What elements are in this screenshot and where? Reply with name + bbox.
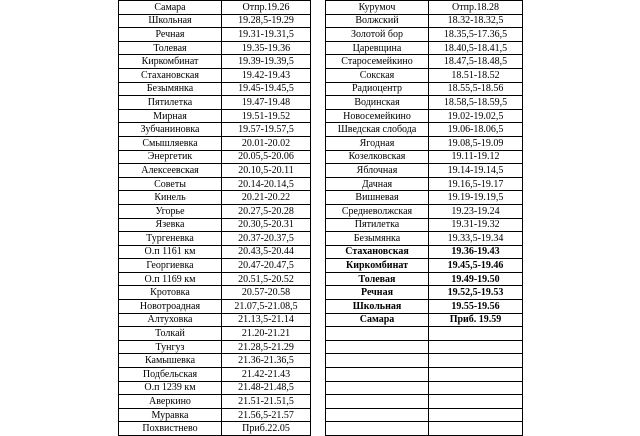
station-cell (326, 368, 429, 382)
time-cell: 21.48-21.48,5 (222, 381, 311, 395)
time-cell: 21.42-21.43 (222, 368, 311, 382)
time-cell: 19.52,5-19.53 (429, 286, 523, 300)
time-cell (429, 408, 523, 422)
table-row (326, 55, 523, 69)
time-cell: 19.45-19.45,5 (222, 82, 311, 96)
table-row (119, 340, 311, 354)
table-row (119, 109, 311, 123)
station-cell: Речная (119, 28, 222, 42)
table-row (326, 14, 523, 28)
station-cell: Алтуховка (119, 313, 222, 327)
station-cell: Речная (326, 286, 429, 300)
table-row (326, 408, 523, 422)
table-row (119, 381, 311, 395)
time-cell: 19.33,5-19.34 (429, 232, 523, 246)
time-cell: 20.14-20.14,5 (222, 177, 311, 191)
station-cell: Пятилетка (119, 96, 222, 110)
station-cell (326, 422, 429, 436)
station-cell: Новосемейкино (326, 109, 429, 123)
station-cell: Георгиевка (119, 259, 222, 273)
time-cell: 19.31-19.31,5 (222, 28, 311, 42)
time-cell: 20.21-20.22 (222, 191, 311, 205)
table-row (326, 41, 523, 55)
table-row (326, 327, 523, 341)
table-row (119, 395, 311, 409)
station-cell: Муравка (119, 408, 222, 422)
time-cell: 19.08,5-19.09 (429, 136, 523, 150)
station-cell: Язевка (119, 218, 222, 232)
time-cell: 20.57-20.58 (222, 286, 311, 300)
station-cell: Средневолжская (326, 204, 429, 218)
station-cell (326, 354, 429, 368)
table-row (326, 109, 523, 123)
table-row (326, 1, 523, 15)
station-cell: О.п 1239 км (119, 381, 222, 395)
time-cell: 18.58,5-18.59,5 (429, 96, 523, 110)
time-cell: 19.55-19.56 (429, 300, 523, 314)
station-cell: Дачная (326, 177, 429, 191)
table-row (326, 218, 523, 232)
station-cell: Волжский (326, 14, 429, 28)
table-row (119, 55, 311, 69)
time-cell: Приб.22.05 (222, 422, 311, 436)
time-cell (429, 395, 523, 409)
station-cell: Тунгуз (119, 340, 222, 354)
station-cell: Старосемейкино (326, 55, 429, 69)
station-cell: Смышляевка (119, 136, 222, 150)
station-cell: Самара (119, 1, 222, 15)
time-cell: 19.51-19.52 (222, 109, 311, 123)
station-cell: Ягодная (326, 136, 429, 150)
time-cell: 21.36-21.36,5 (222, 354, 311, 368)
station-cell: Похвистнево (119, 422, 222, 436)
table-row (119, 96, 311, 110)
table-row (326, 150, 523, 164)
table-row (119, 150, 311, 164)
table-row (119, 408, 311, 422)
station-cell: О.п 1169 км (119, 272, 222, 286)
table-row (326, 164, 523, 178)
table-row (119, 28, 311, 42)
station-cell: Школьная (326, 300, 429, 314)
table-row (326, 68, 523, 82)
station-cell: Радиоцентр (326, 82, 429, 96)
station-cell: Подбельская (119, 368, 222, 382)
time-cell: 21.28,5-21.29 (222, 340, 311, 354)
station-cell: Самара (326, 313, 429, 327)
time-cell: 19.45,5-19.46 (429, 259, 523, 273)
station-cell: Безымянка (326, 232, 429, 246)
time-cell (429, 327, 523, 341)
station-cell: Толкай (119, 327, 222, 341)
table-row (119, 368, 311, 382)
table-row (119, 82, 311, 96)
table-row (119, 300, 311, 314)
station-cell (326, 395, 429, 409)
time-cell: Приб. 19.59 (429, 313, 523, 327)
station-cell: Стахановская (326, 245, 429, 259)
station-cell: Новотроадная (119, 300, 222, 314)
time-cell: 19.28,5-19.29 (222, 14, 311, 28)
table-row (326, 381, 523, 395)
station-cell (326, 408, 429, 422)
station-cell: Яблочная (326, 164, 429, 178)
station-cell (326, 381, 429, 395)
station-cell: Толевая (326, 272, 429, 286)
time-cell: 21.51-21.51,5 (222, 395, 311, 409)
time-cell: 20.27,5-20.28 (222, 204, 311, 218)
time-cell: 19.02-19.02,5 (429, 109, 523, 123)
table-row (326, 245, 523, 259)
table-row (326, 259, 523, 273)
table-row (119, 191, 311, 205)
station-cell: Козелковская (326, 150, 429, 164)
station-cell: Алексеевская (119, 164, 222, 178)
time-cell: 19.35-19.36 (222, 41, 311, 55)
station-cell: Киркомбинат (119, 55, 222, 69)
time-cell: 21.20-21.21 (222, 327, 311, 341)
time-cell: Отпр.18.28 (429, 1, 523, 15)
time-cell: 19.36-19.43 (429, 245, 523, 259)
station-cell: Кротовка (119, 286, 222, 300)
table-row (326, 123, 523, 137)
time-cell: 19.42-19.43 (222, 68, 311, 82)
station-cell: Энергетик (119, 150, 222, 164)
time-cell: 20.51,5-20.52 (222, 272, 311, 286)
table-row (119, 68, 311, 82)
time-cell (429, 422, 523, 436)
table-row (119, 177, 311, 191)
station-cell: Аверкино (119, 395, 222, 409)
table-row (119, 123, 311, 137)
table-row (119, 14, 311, 28)
time-cell: 19.31-19.32 (429, 218, 523, 232)
table-row (326, 340, 523, 354)
time-cell: 21.13,5-21.14 (222, 313, 311, 327)
time-cell: 19.49-19.50 (429, 272, 523, 286)
time-cell: 21.07,5-21.08,5 (222, 300, 311, 314)
station-cell: Безымянка (119, 82, 222, 96)
table-row (326, 395, 523, 409)
table-row (119, 245, 311, 259)
time-cell: 20.37-20.37,5 (222, 232, 311, 246)
station-cell: Царевщина (326, 41, 429, 55)
time-cell: 20.01-20.02 (222, 136, 311, 150)
time-cell: 19.23-19.24 (429, 204, 523, 218)
station-cell: Школьная (119, 14, 222, 28)
table-row (119, 354, 311, 368)
table-row (326, 313, 523, 327)
time-cell (429, 381, 523, 395)
station-cell: Камышевка (119, 354, 222, 368)
table-row (119, 422, 311, 436)
table-row (326, 191, 523, 205)
table-row (119, 272, 311, 286)
table-row (326, 368, 523, 382)
time-cell: 18.55,5-18.56 (429, 82, 523, 96)
time-cell: 18.40,5-18.41,5 (429, 41, 523, 55)
time-cell: 18.35,5-17.36,5 (429, 28, 523, 42)
time-cell: 19.39-19.39,5 (222, 55, 311, 69)
station-cell: Шведская слобода (326, 123, 429, 137)
station-cell: Стахановская (119, 68, 222, 82)
time-cell: 18.51-18.52 (429, 68, 523, 82)
table-row (326, 28, 523, 42)
time-cell: 20.43,5-20.44 (222, 245, 311, 259)
time-cell: 21.56,5-21.57 (222, 408, 311, 422)
time-cell: 19.57-19.57,5 (222, 123, 311, 137)
table-row (326, 272, 523, 286)
table-row (326, 422, 523, 436)
table-row (119, 41, 311, 55)
time-cell (429, 340, 523, 354)
time-cell: 20.47-20.47,5 (222, 259, 311, 273)
time-cell: 20.05,5-20.06 (222, 150, 311, 164)
table-row (119, 327, 311, 341)
station-cell: Водинская (326, 96, 429, 110)
station-cell: Советы (119, 177, 222, 191)
table-row (326, 204, 523, 218)
table-row (326, 300, 523, 314)
right-timetable-body (326, 1, 523, 436)
station-cell: Золотой бор (326, 28, 429, 42)
table-row (326, 177, 523, 191)
time-cell: 19.16,5-19.17 (429, 177, 523, 191)
table-row (119, 164, 311, 178)
time-cell: Отпр.19.26 (222, 1, 311, 15)
station-cell: Пятилетка (326, 218, 429, 232)
station-cell: Толевая (119, 41, 222, 55)
time-cell (429, 368, 523, 382)
table-row (119, 232, 311, 246)
station-cell: Мирная (119, 109, 222, 123)
station-cell: Вишневая (326, 191, 429, 205)
table-row (119, 1, 311, 15)
station-cell: Угорье (119, 204, 222, 218)
table-row (326, 96, 523, 110)
station-cell: Сокская (326, 68, 429, 82)
station-cell: Кинель (119, 191, 222, 205)
station-cell (326, 327, 429, 341)
time-cell: 19.06-18.06,5 (429, 123, 523, 137)
station-cell: Зубчаниновка (119, 123, 222, 137)
right-timetable (325, 0, 523, 436)
table-row (119, 204, 311, 218)
table-row (119, 259, 311, 273)
table-row (326, 82, 523, 96)
table-row (326, 286, 523, 300)
time-cell (429, 354, 523, 368)
time-cell: 19.47-19.48 (222, 96, 311, 110)
time-cell: 19.11-19.12 (429, 150, 523, 164)
time-cell: 19.14-19.14,5 (429, 164, 523, 178)
time-cell: 18.32-18.32,5 (429, 14, 523, 28)
table-row (119, 218, 311, 232)
time-cell: 18.47,5-18.48,5 (429, 55, 523, 69)
table-row (119, 136, 311, 150)
table-row (326, 136, 523, 150)
table-row (119, 313, 311, 327)
table-row (326, 232, 523, 246)
time-cell: 20.10,5-20.11 (222, 164, 311, 178)
station-cell (326, 340, 429, 354)
table-row (119, 286, 311, 300)
time-cell: 20.30,5-20.31 (222, 218, 311, 232)
station-cell: Тургеневка (119, 232, 222, 246)
station-cell: Киркомбинат (326, 259, 429, 273)
left-timetable-body (119, 1, 311, 436)
left-timetable (118, 0, 311, 436)
time-cell: 19.19-19.19,5 (429, 191, 523, 205)
station-cell: Курумоч (326, 1, 429, 15)
table-row (326, 354, 523, 368)
station-cell: О.п 1161 км (119, 245, 222, 259)
